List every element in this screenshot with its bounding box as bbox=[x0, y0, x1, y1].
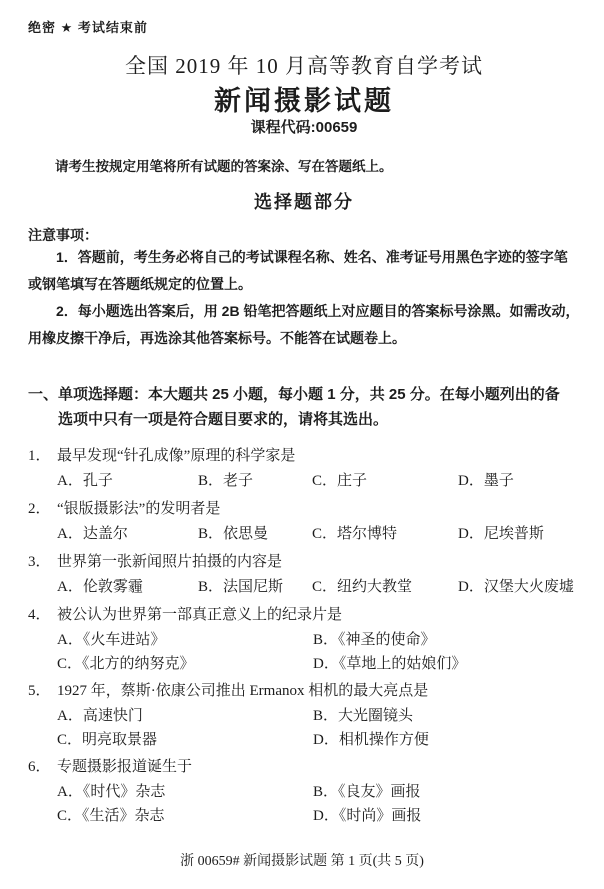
question-number: 1． bbox=[28, 448, 51, 464]
question-text: 被公认为世界第一部真正意义上的纪录片是 bbox=[57, 607, 343, 623]
question-number: 6． bbox=[28, 759, 51, 775]
course-code: 课程代码:00659 bbox=[250, 119, 358, 136]
question-line bbox=[28, 755, 580, 780]
question-option-d: D．《时尚》画报 bbox=[313, 808, 422, 824]
option-row bbox=[57, 704, 580, 752]
question-5 bbox=[28, 679, 580, 752]
question-number: 3． bbox=[28, 554, 51, 570]
question-option-c: C．《北方的纳努克》 bbox=[57, 656, 195, 672]
question-option-a: A．伦敦雾霾 bbox=[57, 579, 143, 595]
question-number: 4． bbox=[28, 607, 51, 623]
question-option-b: B．老子 bbox=[198, 473, 254, 489]
question-option-c: C．明亮取景器 bbox=[57, 732, 158, 748]
question-number: 2． bbox=[28, 501, 51, 517]
question-1 bbox=[28, 444, 580, 494]
question-option-a: A．达盖尔 bbox=[57, 526, 128, 542]
question-text: 世界第一张新闻照片拍摄的内容是 bbox=[57, 554, 283, 570]
question-line bbox=[28, 497, 580, 522]
question-option-c: C．庄子 bbox=[312, 473, 368, 489]
option-row bbox=[57, 469, 580, 494]
question-text: 最早发现“针孔成像”原理的科学家是 bbox=[57, 448, 296, 464]
question-option-d: D．《草地上的姑娘们》 bbox=[313, 656, 467, 672]
question-option-b: B．依思曼 bbox=[198, 526, 269, 542]
page-footer: 浙 00659# 新闻摄影试题 第 1 页(共 5 页) bbox=[180, 854, 424, 869]
question-option-b: B．《神圣的使命》 bbox=[313, 632, 436, 648]
question-option-d: D．墨子 bbox=[458, 473, 514, 489]
question-option-a: A．《火车进站》 bbox=[57, 632, 166, 648]
question-option-c: C．纽约大教堂 bbox=[312, 579, 413, 595]
question-3 bbox=[28, 550, 580, 600]
question-line bbox=[28, 550, 580, 575]
question-line bbox=[28, 444, 580, 469]
question-option-a: A．孔子 bbox=[57, 473, 113, 489]
paper-title: 新闻摄影试题 bbox=[214, 86, 394, 116]
option-row bbox=[57, 628, 580, 676]
option-row bbox=[57, 575, 580, 600]
question-text: 1927 年，蔡斯·依康公司推出 Ermanox 相机的最大亮点是 bbox=[57, 683, 429, 699]
question-option-a: A．《时代》杂志 bbox=[57, 784, 166, 800]
question-option-b: B．《良友》画报 bbox=[313, 784, 421, 800]
question-option-d: D．汉堡大火废墟 bbox=[458, 579, 574, 595]
question-2 bbox=[28, 497, 580, 547]
section-title: 选择题部分 bbox=[254, 192, 354, 212]
question-number: 5． bbox=[28, 683, 51, 699]
answer-instruction: 请考生按规定用笔将所有试题的答案涂、写在答题纸上。 bbox=[55, 159, 393, 174]
option-row bbox=[57, 522, 580, 547]
question-option-d: D．相机操作方便 bbox=[313, 732, 429, 748]
question-list bbox=[28, 444, 580, 828]
question-option-d: D．尼埃普斯 bbox=[458, 526, 544, 542]
question-6 bbox=[28, 755, 580, 828]
question-text: “银版摄影法”的发明者是 bbox=[57, 501, 221, 517]
notice-item-1: 1．答题前，考生务必将自己的考试课程名称、姓名、准考证号用黑色字迹的签字笔或钢笔填写在答题纸规定的位置上。 bbox=[28, 249, 568, 292]
question-option-a: A．高速快门 bbox=[57, 708, 143, 724]
question-line bbox=[28, 603, 580, 628]
question-line bbox=[28, 679, 580, 704]
question-option-c: C．塔尔博特 bbox=[312, 526, 398, 542]
question-option-c: C．《生活》杂志 bbox=[57, 808, 165, 824]
question-option-b: B．大光圈镜头 bbox=[313, 708, 414, 724]
question-option-b: B．法国尼斯 bbox=[198, 579, 284, 595]
notice-item-2: 2．每小题选出答案后，用 2B 铅笔把答题纸上对应题目的答案标号涂黑。如需改动，用橡皮擦干净后，再选涂其他答案标号。不能答在试题卷上。 bbox=[28, 303, 580, 346]
question-text: 专题摄影报道诞生于 bbox=[57, 759, 193, 775]
option-row bbox=[57, 780, 580, 828]
notice-heading: 注意事项： bbox=[28, 227, 98, 243]
exam-session-title: 全国 2019 年 10 月高等教育自学考试 bbox=[125, 54, 483, 78]
question-4 bbox=[28, 603, 580, 676]
part-one-heading: 一、单项选择题：本大题共 25 小题，每小题 1 分，共 25 分。在每小题列出的备选项中只有一项是符合题目要求的，请将其选出。 bbox=[28, 386, 560, 428]
security-classification: 绝密 ★ 考试结束前 bbox=[28, 20, 148, 35]
